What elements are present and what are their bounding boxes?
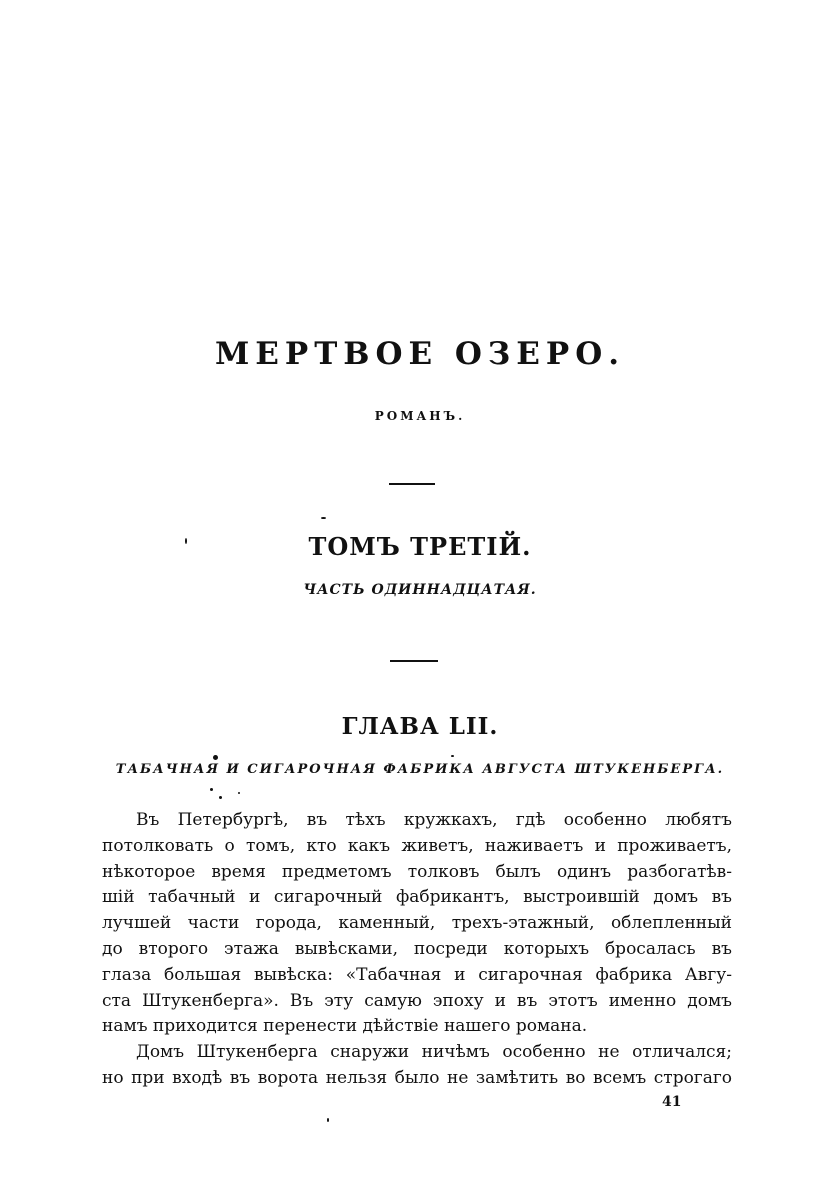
- section-divider: [389, 483, 435, 485]
- text-line: глаза большая вывѣска: «Табачная и сигарочная фабрика Авгу-: [102, 964, 732, 985]
- text-line: но при входѣ въ ворота нельзя было не замѣтить во всемъ строгаго: [102, 1067, 732, 1088]
- scan-speck: [210, 788, 213, 791]
- section-divider: [390, 660, 438, 662]
- scan-speck: [327, 1118, 329, 1122]
- page-number: 41: [662, 1094, 682, 1110]
- text-line: ста Штукенберга». Въ эту самую эпоху и въ этотъ именно домъ: [102, 990, 732, 1011]
- text-line: Въ Петербургѣ, въ тѣхъ кружкахъ, гдѣ особенно любятъ: [136, 810, 732, 830]
- scan-speck: [238, 792, 240, 794]
- book-title: МЕРТВОЕ ОЗЕРО.: [214, 336, 626, 372]
- part-title: ЧАСТЬ ОДИННАДЦАТАЯ.: [303, 582, 537, 598]
- text-line: намъ приходится перенести дѣйствіе нашего романа.: [102, 1016, 588, 1037]
- scan-speck: [213, 755, 218, 760]
- book-genre: РОМАНЪ.: [374, 409, 466, 423]
- scan-speck: [185, 538, 187, 544]
- text-line: потолковать о томъ, кто какъ живетъ, наживаетъ и проживаетъ,: [102, 835, 732, 856]
- scan-speck: [219, 796, 222, 799]
- text-line: Домъ Штукенберга снаружи ничѣмъ особенно не отличался;: [136, 1042, 732, 1063]
- chapter-subtitle: ТАБАЧНАЯ И СИГАРОЧНАЯ ФАБРИКА АВГУСТА ШТУКЕНБЕРГА.: [115, 762, 725, 777]
- chapter-title: ГЛАВА LII.: [341, 713, 499, 740]
- volume-title: ТОМЪ ТРЕТІЙ.: [308, 532, 532, 561]
- scan-speck: [451, 755, 454, 757]
- body-text: [102, 808, 732, 1092]
- text-line: шій табачный и сигарочный фабрикантъ, выстроившій домъ въ: [102, 887, 732, 908]
- text-line: нѣкоторое время предметомъ толковъ былъ одинъ разбогатѣв-: [102, 861, 732, 882]
- scan-speck: [321, 517, 326, 519]
- text-line: до второго этажа вывѣсками, посреди которыхъ бросалась въ: [102, 938, 732, 959]
- text-line: лучшей части города, каменный, трехъ-этажный, облепленный: [102, 913, 732, 934]
